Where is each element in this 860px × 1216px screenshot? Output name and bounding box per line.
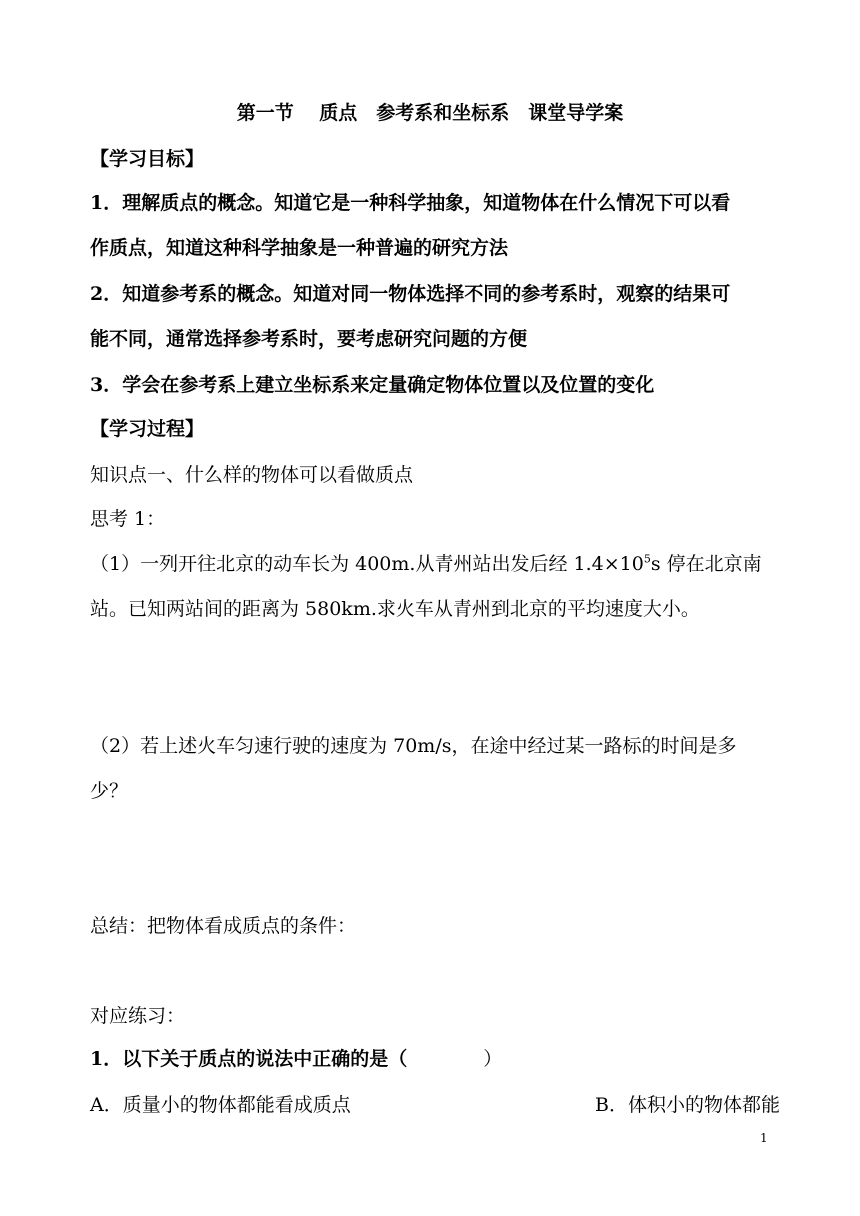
goal-3: 3．学会在参考系上建立坐标系来定量确定物体位置以及位置的变化 <box>90 374 655 396</box>
question-1-exponent: 5 <box>643 552 651 566</box>
question-1-line-1 <box>90 551 780 577</box>
question-1-text-end: s 停在北京南 <box>650 553 762 575</box>
exercise-1-stem <box>90 1046 780 1072</box>
question-2-line-1: （2）若上述火车匀速行驶的速度为 70m/s，在途中经过某一路标的时间是多 <box>90 735 737 757</box>
goal-2-line-2: 能不同，通常选择参考系时，要考虑研究问题的方便 <box>90 328 528 350</box>
practice-heading: 对应练习： <box>90 1005 186 1027</box>
option-a: A．质量小的物体都能看成质点 <box>90 1094 351 1116</box>
question-2-line-2: 少？ <box>90 780 129 802</box>
exercise-1-stem-end: ） <box>483 1048 503 1070</box>
page-title: 第一节 质点 参考系和坐标系 课堂导学案 <box>236 102 624 124</box>
page-number: 1 <box>760 1131 768 1145</box>
learning-process-heading: 【学习过程】 <box>90 418 205 440</box>
exercise-1-stem-start: 1．以下关于质点的说法中正确的是（ <box>90 1048 408 1070</box>
option-b: B．体积小的物体都能 <box>595 1094 780 1116</box>
think-1: 思考 1： <box>90 508 166 530</box>
goal-2-line-1: 2．知道参考系的概念。知道对同一物体选择不同的参考系时，观察的结果可 <box>90 283 731 305</box>
learning-goals-heading: 【学习目标】 <box>90 148 205 170</box>
knowledge-point-1: 知识点一、什么样的物体可以看做质点 <box>90 464 414 486</box>
exercise-1-options <box>90 1092 780 1118</box>
goal-1-line-1: 1．理解质点的概念。知道它是一种科学抽象，知道物体在什么情况下可以看 <box>90 192 731 214</box>
goal-1-line-2: 作质点，知道这种科学抽象是一种普遍的研究方法 <box>90 237 509 259</box>
question-1-text-start: （1）一列开往北京的动车长为 400m.从青州站出发后经 1.4×10 <box>90 553 644 575</box>
question-1-line-2: 站。已知两站间的距离为 580km.求火车从青州到北京的平均速度大小。 <box>90 598 700 620</box>
summary: 总结：把物体看成质点的条件： <box>90 915 357 937</box>
